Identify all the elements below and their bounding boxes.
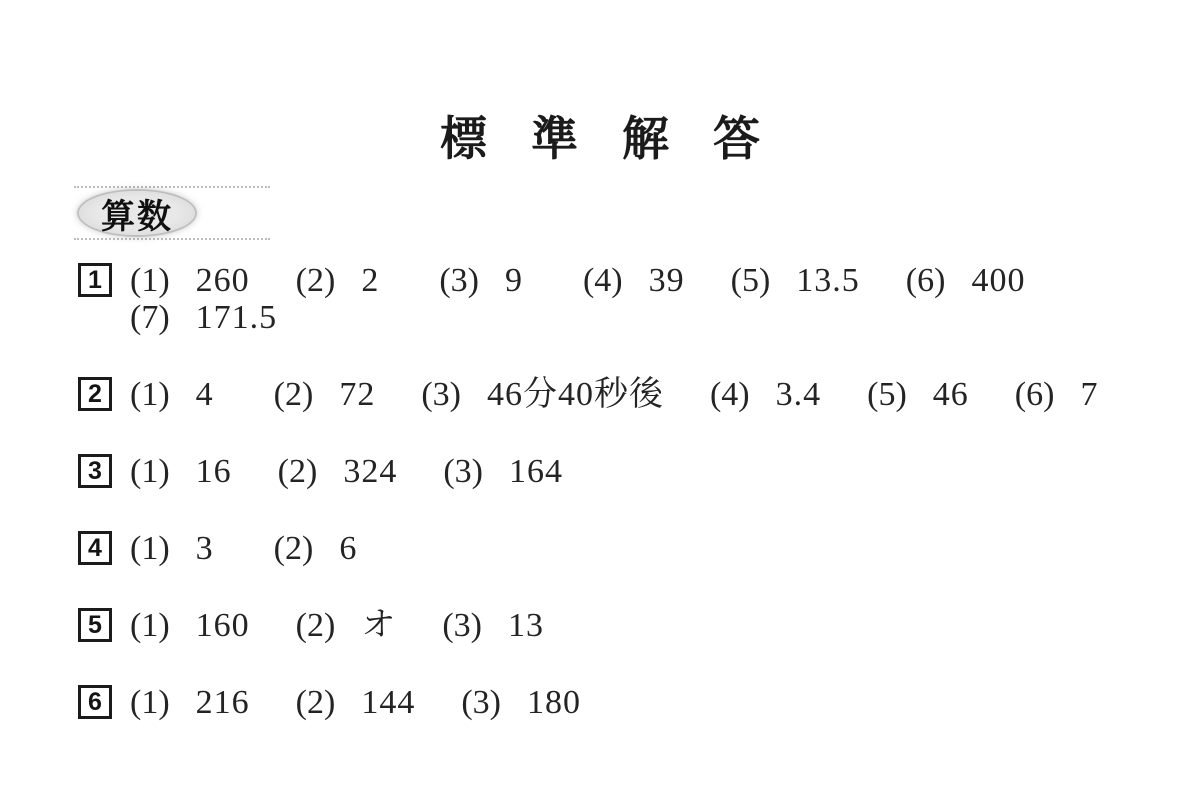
problem-number-box: 3 [78, 454, 112, 488]
answer-pair [710, 376, 821, 413]
answer-line [130, 607, 590, 644]
answer-pair [439, 262, 537, 299]
answer-row [78, 684, 1158, 721]
answer-pair [461, 684, 581, 721]
answer-line [130, 684, 627, 721]
answer-label: (4) [709, 376, 750, 413]
answer-label: (3) [461, 684, 501, 721]
answer-value: 180 [526, 684, 581, 721]
answer-value: 144 [361, 684, 416, 721]
answer-value: 324 [343, 453, 398, 490]
answer-pair [906, 262, 1026, 299]
answer-value: 260 [195, 262, 250, 299]
answer-label: (2) [295, 684, 336, 721]
problem-number-box: 2 [78, 377, 112, 411]
answer-value: 16 [195, 453, 232, 490]
problem-number-box: 1 [78, 263, 112, 297]
problem-number-box: 6 [78, 685, 112, 719]
answer-value: 400 [971, 262, 1026, 299]
answer-label: (1) [130, 262, 170, 299]
answer-pair [296, 262, 394, 299]
answer-value: 46 [932, 376, 969, 413]
answer-pair [1015, 376, 1113, 413]
answer-label: (6) [905, 262, 946, 299]
answer-lines [130, 376, 1158, 413]
answer-pair [731, 262, 860, 299]
answer-label: (3) [421, 376, 461, 413]
answer-label: (2) [273, 376, 314, 413]
answer-label: (2) [295, 262, 336, 299]
answer-line [130, 376, 1158, 413]
answer-line [130, 299, 1071, 336]
answer-row [78, 607, 1158, 644]
answer-line [130, 453, 609, 490]
answer-value: 171.5 [195, 299, 278, 336]
answer-pair [867, 376, 969, 413]
answer-row [78, 262, 1158, 336]
answer-value: 13.5 [796, 262, 860, 299]
answer-value: 39 [648, 262, 685, 299]
answer-value: 4 [195, 376, 214, 413]
answer-label: (2) [273, 530, 314, 567]
answer-value: 164 [508, 453, 563, 490]
answer-line [130, 530, 417, 567]
answer-label: (1) [130, 607, 170, 644]
answer-pair [130, 684, 250, 721]
answer-label: (1) [130, 453, 170, 490]
answer-pair [130, 453, 232, 490]
answer-row [78, 376, 1158, 413]
answer-value: 9 [504, 262, 523, 299]
answer-line [130, 262, 1071, 299]
answer-pair [296, 684, 416, 721]
problem-number-box: 4 [78, 531, 112, 565]
answer-pair [296, 607, 397, 644]
answer-pair [130, 376, 228, 413]
answer-label: (2) [277, 453, 318, 490]
answer-label: (1) [130, 376, 170, 413]
answer-label: (1) [130, 684, 170, 721]
answer-row [78, 453, 1158, 490]
page-title: 標準解答 [440, 114, 804, 166]
answer-value: 6 [339, 530, 358, 567]
answer-value: 46分40秒後 [486, 376, 664, 413]
problem-number-box: 5 [78, 608, 112, 642]
answer-label: (3) [439, 262, 479, 299]
answer-label: (4) [582, 262, 623, 299]
answer-lines [130, 530, 417, 567]
answers-list [78, 262, 1158, 761]
answer-pair [421, 376, 664, 413]
answer-label: (2) [295, 607, 336, 644]
answer-pair [130, 607, 250, 644]
answer-value: 2 [361, 262, 380, 299]
subject-label: 算数 [101, 197, 173, 236]
answer-value: 160 [195, 607, 250, 644]
answer-pair [130, 530, 228, 567]
answer-label: (3) [442, 607, 482, 644]
answer-pair [278, 453, 398, 490]
answer-label: (5) [867, 376, 907, 413]
answer-pair [274, 530, 372, 567]
answer-label: (1) [130, 530, 170, 567]
answer-value: 72 [339, 376, 376, 413]
answer-pair [442, 607, 544, 644]
answer-pair [583, 262, 685, 299]
answer-value: 216 [195, 684, 250, 721]
answer-value: 7 [1080, 376, 1099, 413]
subject-badge [74, 186, 270, 240]
answer-lines [130, 607, 590, 644]
answer-label: (7) [130, 299, 170, 336]
answer-lines [130, 453, 609, 490]
answer-pair [130, 299, 277, 336]
answer-label: (3) [443, 453, 483, 490]
answer-lines [130, 684, 627, 721]
answer-lines [130, 262, 1071, 336]
subject-badge-oval [79, 191, 195, 235]
answer-pair [130, 262, 250, 299]
answer-row [78, 530, 1158, 567]
answer-value: 3 [195, 530, 214, 567]
answer-label: (5) [730, 262, 771, 299]
answer-pair [443, 453, 563, 490]
answer-label: (6) [1014, 376, 1055, 413]
answer-value: 3.4 [775, 376, 822, 413]
answer-pair [274, 376, 376, 413]
answer-value: 13 [507, 607, 544, 644]
answer-value: オ [361, 607, 397, 644]
